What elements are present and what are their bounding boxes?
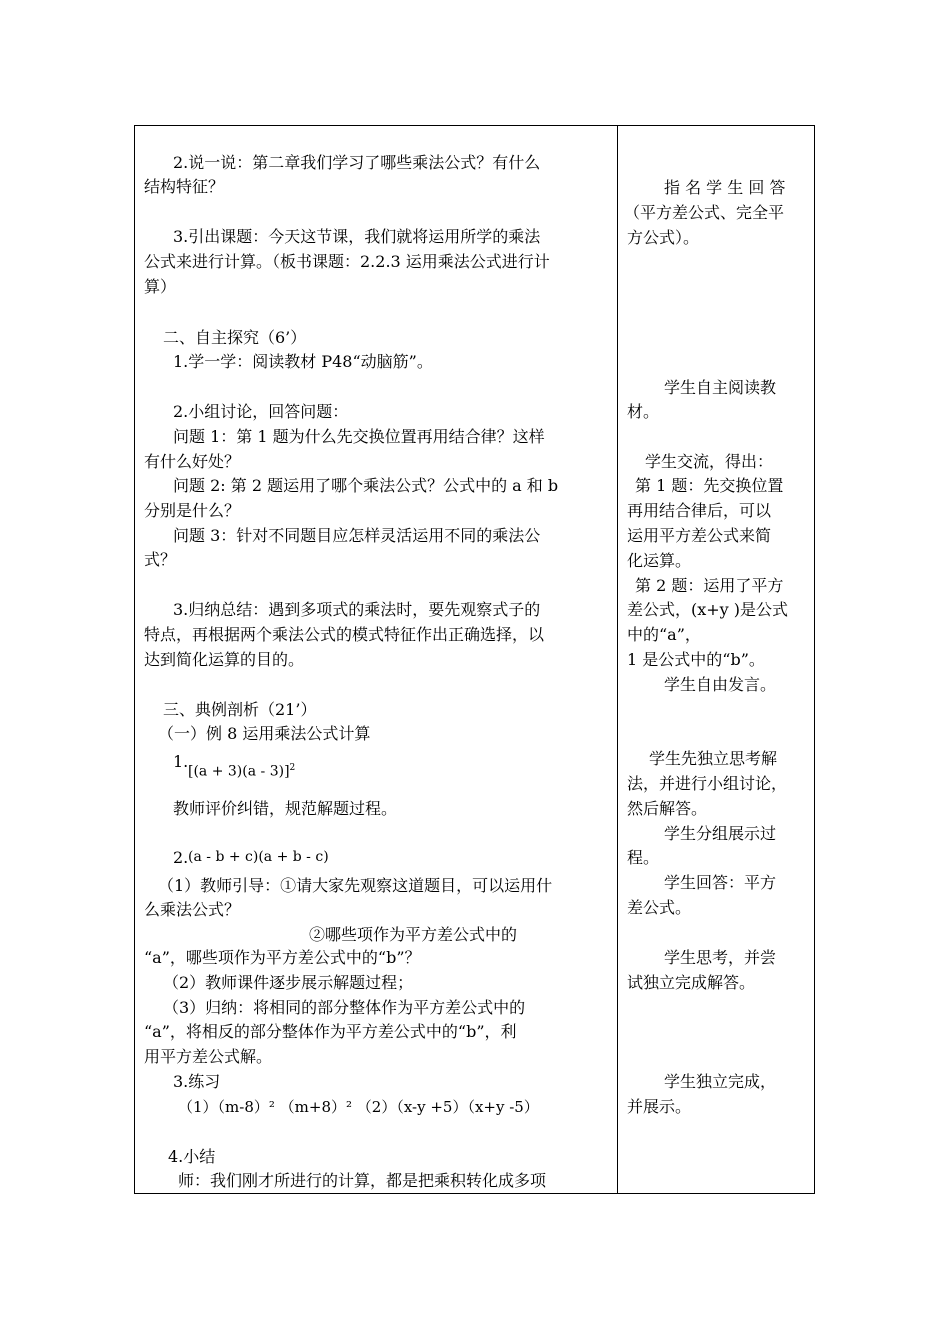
- text-line: 1 是公式中的“b”。: [627, 650, 765, 669]
- math-expression: (a - b + c)(a + b - c): [188, 849, 329, 865]
- section-heading: 三、典例剖析（21’）: [163, 700, 317, 719]
- text-line: 师：我们刚才所进行的计算，都是把乘积转化成多项: [178, 1171, 547, 1190]
- text-line: 教师评价纠错，规范解题过程。: [173, 799, 398, 818]
- text-line: 问题 2: 第 2 题运用了哪个乘法公式？公式中的 a 和 b: [173, 476, 559, 495]
- text-line: 3.引出课题：今天这节课，我们就将运用所学的乘法: [173, 227, 541, 246]
- text-line: 试独立完成解答。: [627, 973, 756, 992]
- text-line: 分别是什么？: [144, 501, 241, 520]
- text-line: “a”，将相反的部分整体作为平方差公式中的“b”，利: [144, 1022, 517, 1041]
- text-line: 问题 3：针对不同题目应怎样灵活运用不同的乘法公: [173, 526, 541, 545]
- text-line: 4.小结: [168, 1147, 216, 1166]
- text-line: 1.学一学：阅读教材 P48“动脑筋”。: [173, 352, 433, 371]
- text-line: 学生先独立思考解: [649, 749, 778, 768]
- text-line: 学生自由发言。: [664, 675, 777, 694]
- section-heading: 二、自主探究（6’）: [163, 328, 307, 347]
- text-line: 法，并进行小组讨论，: [627, 774, 788, 793]
- text-line: 公式来进行计算。（板书课题：2.2.3 运用乘法公式进行计: [144, 252, 550, 271]
- text-line: 然后解答。: [627, 799, 708, 818]
- text-line: 2.说一说：第二章我们学习了哪些乘法公式？有什么: [173, 153, 541, 172]
- text-line: 学生思考，并尝: [664, 948, 777, 967]
- text-line: （3）归纳：将相同的部分整体作为平方差公式中的: [163, 998, 526, 1017]
- text-line: （平方差公式、完全平: [624, 203, 785, 222]
- text-line: 3.练习: [173, 1072, 221, 1091]
- text-line: 问题 1：第 1 题为什么先交换位置再用结合律？这样: [173, 427, 545, 446]
- text-line: （一）例 8 运用乘法公式计算: [158, 724, 371, 743]
- text-line: 差公式，(x+y )是公式: [627, 600, 789, 619]
- text-line: 化运算。: [627, 551, 692, 570]
- text-line: 方公式）。: [627, 228, 700, 247]
- text-line: 并展示。: [627, 1097, 692, 1116]
- text-line: 运用平方差公式来简: [627, 526, 772, 545]
- text-line: 中的“a”，: [627, 625, 701, 644]
- text-line: （2）教师课件逐步展示解题过程；: [163, 973, 414, 992]
- text-line: 第 2 题：运用了平方: [635, 576, 784, 595]
- text-line: 用平方差公式解。: [144, 1047, 273, 1066]
- column-divider: [617, 126, 618, 1193]
- text-line: 材。: [627, 402, 660, 421]
- text-line: 学生分组展示过: [664, 824, 777, 843]
- text-line: 有什么好处？: [144, 452, 241, 471]
- text-line: 结构特征？: [144, 177, 225, 196]
- exercise-line: （1）（m-8）² （m+8）² （2）（x-y +5）（x+y -5）: [178, 1098, 539, 1116]
- text-line: 差公式。: [627, 898, 692, 917]
- text-line: 式？: [144, 550, 177, 569]
- text-line: ②哪些项作为平方差公式中的: [309, 925, 518, 944]
- text-line: 达到简化运算的目的。: [144, 650, 305, 669]
- text-line: 么乘法公式？: [144, 900, 241, 919]
- text-line: （1）教师引导：①请大家先观察这道题目，可以运用什: [158, 876, 553, 895]
- text-line: 特点，再根据两个乘法公式的模式特征作出正确选择，以: [144, 625, 545, 644]
- text-line: 算）: [144, 277, 177, 296]
- text-line: 学生回答：平方: [664, 873, 777, 892]
- text-line: 2.: [173, 848, 189, 867]
- math-expression: $[(a + 3)(a - 3)]^2$: [188, 763, 296, 780]
- text-line: 学生自主阅读教: [664, 378, 777, 397]
- text-line: 3.归纳总结：遇到多项式的乘法时，要先观察式子的: [173, 600, 541, 619]
- text-line: 学生独立完成，: [664, 1072, 777, 1091]
- text-line: 学生交流，得出：: [645, 452, 774, 471]
- text-line: “a”，哪些项作为平方差公式中的“b”？: [144, 948, 421, 967]
- text-line: 程。: [627, 848, 660, 867]
- text-line: 指 名 学 生 回 答: [664, 178, 786, 197]
- text-line: 1.: [173, 752, 189, 771]
- text-line: 第 1 题：先交换位置: [635, 476, 784, 495]
- text-line: 2.小组讨论，回答问题：: [173, 402, 349, 421]
- text-line: 再用结合律后，可以: [627, 501, 772, 520]
